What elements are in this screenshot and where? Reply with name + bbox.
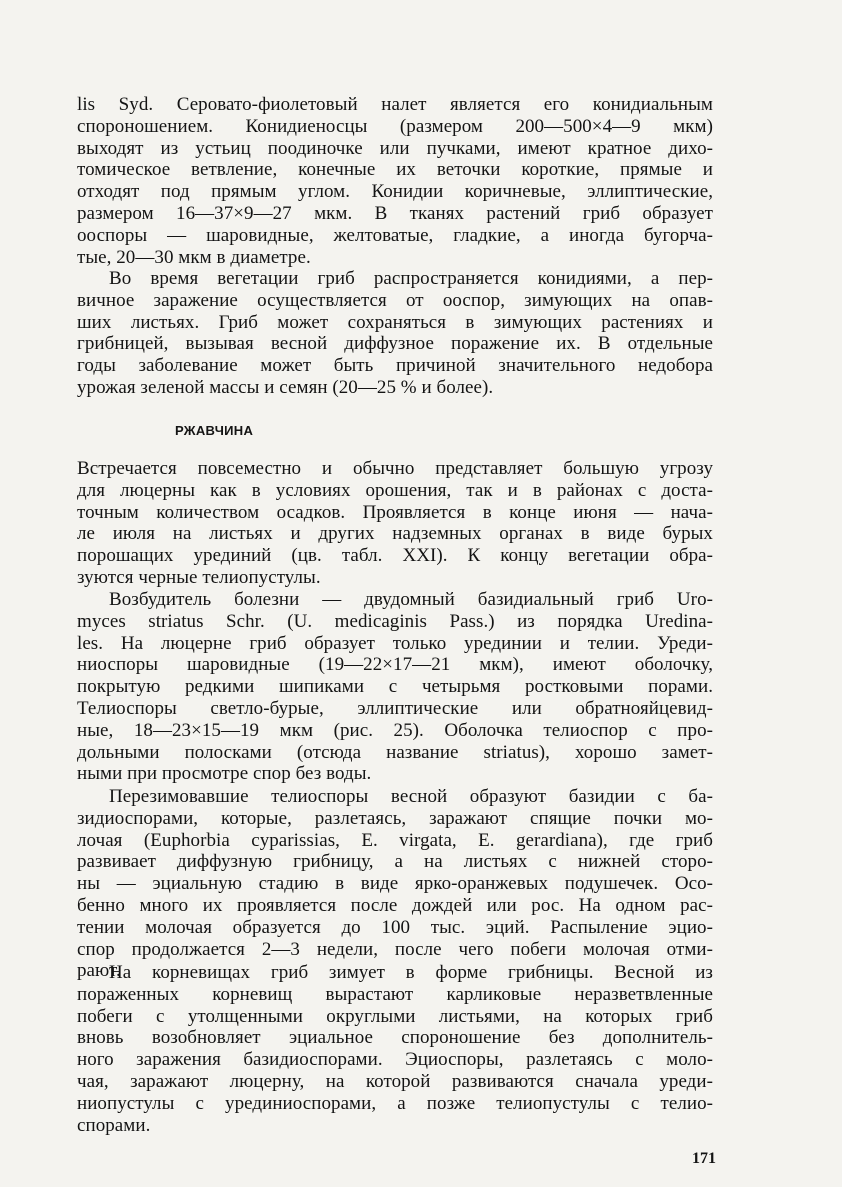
text-line: грибницей, вызывая весной диффузное поражение их. В отдельные [77, 333, 713, 355]
text-line: развивает диффузную грибницу, а на листьях с нижней сторо- [77, 851, 713, 873]
text-line: выходят из устьиц поодиночке или пучками, имеют кратное дихо- [77, 137, 713, 159]
text-line: годы заболевание может быть причиной значительного недобора [77, 355, 713, 377]
paragraph-vegetation-spread [77, 268, 713, 399]
text-line: покрытую редкими шипиками с четырьмя ростковыми порами. [77, 676, 713, 698]
text-line: Телиоспоры светло-бурые, эллиптические или обратнояйцевид- [77, 697, 713, 719]
text-line: для люцерны как в условиях орошения, так и в районах с доста- [77, 479, 713, 501]
text-line: ших листьях. Гриб может сохраняться в зимующих растениях и [77, 311, 713, 333]
text-line: Во время вегетации гриб распространяется конидиями, а пер- [109, 268, 713, 289]
text-line: спороношением. Конидиеносцы (размером 200—500×4—9 мкм) [77, 115, 713, 137]
text-line: ниоспоры шаровидные (19—22×17—21 мкм), имеют оболочку, [77, 654, 713, 676]
text-line: пораженных корневищ вырастают карликовые неразветвленные [77, 983, 713, 1005]
text-line: чая, заражают люцерну, на которой развиваются сначала уреди- [77, 1070, 713, 1092]
page-number: 171 [692, 1150, 716, 1167]
text-line: зуются черные телиопустулы. [77, 566, 321, 588]
paragraph-pathogen [77, 589, 713, 785]
paragraph-rust-occurrence [77, 458, 713, 589]
text-line: порошащих урединий (цв. табл. XXI). К концу вегетации обра- [77, 545, 713, 567]
text-line: спор продолжается 2—3 недели, после чего побеги молочая отми- [77, 938, 713, 960]
text-line: ле июля на листьях и других надземных органах в виде бурых [77, 523, 713, 545]
paragraph-overwintering [77, 786, 713, 982]
text-line: тении молочая образуется до 100 тыс. эций. Распыление эцио- [77, 916, 713, 938]
text-line: Возбудитель болезни — двудомный базидиальный гриб Uro- [109, 589, 713, 610]
text-line: спорами. [77, 1114, 151, 1136]
text-line: myces striatus Schr. (U. medicaginis Pass.) из порядка Uredina- [77, 610, 713, 632]
text-line: Встречается повсеместно и обычно представляет большую угрозу [77, 458, 713, 479]
text-line: вичное заражение осуществляется от ооспор, зимующих на опав- [77, 289, 713, 311]
text-line: Перезимовавшие телиоспоры весной образуют базидии с ба- [109, 786, 713, 807]
text-line: отходят под прямым углом. Конидии коричневые, эллиптические, [77, 181, 713, 203]
text-line: размером 16—37×9—27 мкм. В тканях растений гриб образует [77, 202, 713, 224]
text-line: ны — эциальную стадию в виде ярко-оранжевых подушечек. Осо- [77, 873, 713, 895]
text-line: зидиоспорами, которые, разлетаясь, заражают спящие почки мо- [77, 807, 713, 829]
text-line: les. На люцерне гриб образует только урединии и телии. Уреди- [77, 632, 713, 654]
paragraph-rhizomes [77, 962, 713, 1136]
text-line: ниопустулы с урединиоспорами, а позже телиопустулы с телио- [77, 1092, 713, 1114]
text-line: урожая зеленой массы и семян (20—25 % и более). [77, 376, 494, 398]
text-line: побеги с утолщенными округлыми листьями, на которых гриб [77, 1005, 713, 1027]
text-line: тые, 20—30 мкм в диаметре. [77, 246, 311, 268]
text-line: ооспоры — шаровидные, желтоватые, гладкие, а иногда бугорча- [77, 224, 713, 246]
text-line: ными при просмотре спор без воды. [77, 763, 372, 785]
text-line: точным количеством осадков. Проявляется в конце июня — нача- [77, 501, 713, 523]
paragraph-downy-mildew-description [77, 94, 713, 268]
text-line: вновь возобновляет эциальное спороношение без дополнитель- [77, 1027, 713, 1049]
text-line: ного заражения базидиоспорами. Эциоспоры, разлетаясь с моло- [77, 1049, 713, 1071]
text-line: томическое ветвление, конечные их веточки короткие, прямые и [77, 159, 713, 181]
text-line: рают. [77, 960, 121, 982]
text-line: лочая (Euphorbia cyparissias, E. virgata, E. gerardiana), где гриб [77, 829, 713, 851]
text-line: ные, 18—23×15—19 мкм (рис. 25). Оболочка телиоспор с про- [77, 719, 713, 741]
section-heading: РЖАВЧИНА [175, 423, 254, 438]
text-line: дольными полосками (отсюда название striatus), хорошо замет- [77, 741, 713, 763]
text-line: lis Syd. Серовато-фиолетовый налет является его конидиальным [77, 94, 713, 115]
text-line: На корневищах гриб зимует в форме грибницы. Весной из [109, 962, 713, 983]
text-line: бенно много их проявляется после дождей или рос. На одном рас- [77, 894, 713, 916]
